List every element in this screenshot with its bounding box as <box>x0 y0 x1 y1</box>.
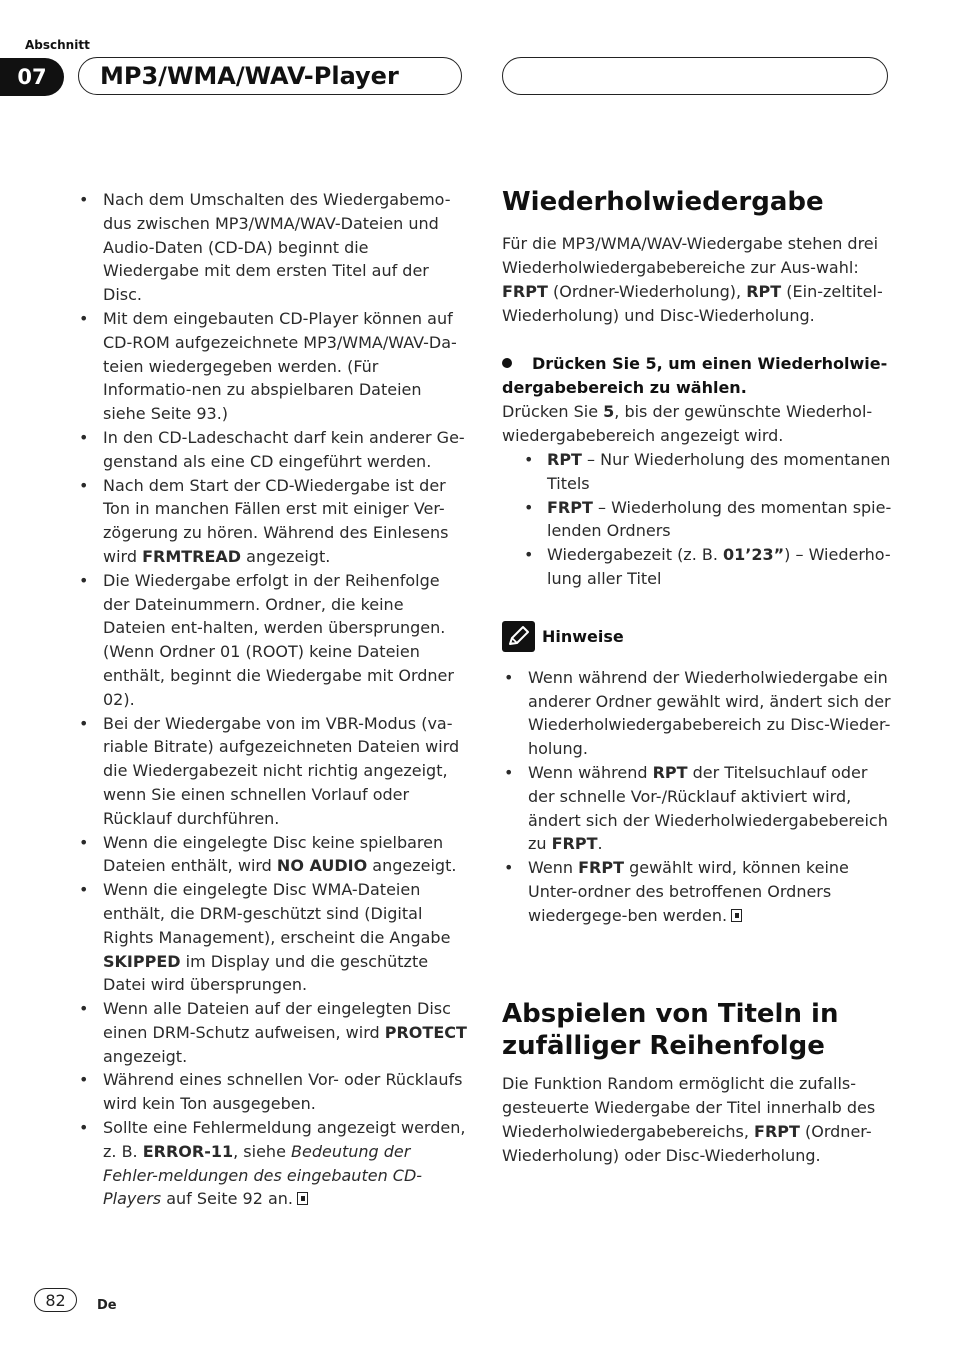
list-item <box>77 1116 469 1211</box>
text-run: In den CD-Ladeschacht darf kein anderer Ge-genstand als eine CD eingeführt werden. <box>103 427 465 471</box>
info-bullet-list <box>77 188 469 1211</box>
repeat-option-item <box>502 496 894 544</box>
text-run: gewählt wird, können keine Unter-ordner des betroffenen Ordners wiedergege-ben werden. <box>528 858 849 925</box>
page-number: 82 <box>34 1288 77 1312</box>
text-run: Während eines schnellen Vor- oder Rücklaufs wird kein Ton ausgegeben. <box>103 1070 463 1114</box>
display-term: RPT <box>746 282 782 301</box>
stop-square-icon <box>731 909 742 922</box>
text-run: angezeigt. <box>367 856 457 876</box>
step-block <box>502 352 894 591</box>
repeat-options-list <box>502 448 894 591</box>
display-term: FRPT <box>754 1121 800 1141</box>
random-section-heading: Abspielen von Titeln in zufälliger Reihenfolge <box>502 998 839 1061</box>
random-section-paragraph <box>502 1072 894 1168</box>
list-item <box>77 426 469 474</box>
list-item <box>77 307 469 426</box>
list-item <box>77 474 469 569</box>
step-bullet-icon <box>502 358 512 368</box>
list-item <box>77 188 469 307</box>
repeat-option-item <box>502 543 894 591</box>
language-code: De <box>97 1298 117 1313</box>
note-item <box>502 666 894 761</box>
list-item <box>77 878 469 997</box>
text-run: Wenn die eingelegte Disc keine spielbaren Dateien enthält, wird <box>103 832 444 876</box>
display-term: FRMTREAD <box>142 546 242 566</box>
text-run: angezeigt. <box>103 1046 188 1066</box>
step-heading-text: Drücken Sie 5, um einen Wiederholwie-dergabebereich zu wählen. <box>502 354 888 397</box>
list-item <box>77 1068 469 1116</box>
text-run: Drücken Sie <box>502 402 604 421</box>
text-run: Wenn während <box>528 762 653 782</box>
text-run: ) – Wiederho-lung aller Titel <box>547 545 891 588</box>
notes-block <box>502 621 894 928</box>
text-run: , bis der gewünschte Wiederhol-wiedergabebereich angezeigt wird. <box>502 402 873 445</box>
stop-square-icon <box>297 1192 308 1205</box>
display-term: RPT <box>652 762 688 782</box>
text-run: Wenn die eingelegte Disc WMA-Dateien enthält, die DRM-geschützt sind (Digital Rights Management), erscheint die Angabe <box>103 880 451 947</box>
right-column <box>502 186 894 1168</box>
text-run: – Nur Wiederholung des momentanen Titels <box>547 450 891 493</box>
text-run: – Wiederholung des momentan spie-lenden Ordners <box>547 497 892 541</box>
repeat-option-item <box>502 448 894 496</box>
list-item <box>77 997 469 1068</box>
header-right-frame <box>502 57 888 95</box>
text-run: Nach dem Start der CD-Wiedergabe ist der Ton in manchen Fällen erst mit einiger Ver-zögerung zu hören. Während des Einlesens wird <box>103 475 449 566</box>
notes-header <box>502 621 894 652</box>
text-run: Die Funktion Random ermöglicht die zufalls-gesteuerte Wiedergabe der Titel innerhalb des Wiederholwiedergabebereichs, <box>502 1073 876 1141</box>
repeat-intro-paragraph <box>502 232 894 328</box>
text-run: im Display und die geschützte Datei wird übersprungen. <box>103 951 429 995</box>
text-run: Nach dem Umschalten des Wiedergabemo-dus zwischen MP3/WMA/WAV-Dateien und Audio-Daten (CD-DA) beginnt die Wiedergabe mit dem ersten Titel auf der Disc. <box>103 190 451 305</box>
step-heading <box>502 352 894 400</box>
text-run: Bedeutung der Fehler-meldungen des eingebauten CD-Players <box>103 1141 423 1209</box>
display-term: 5 <box>603 402 615 421</box>
text-run: der Titelsuchlauf oder der schnelle Vor-/Rücklauf aktiviert wird, ändert sich der Wiederholwiedergabebereich zu <box>528 762 888 854</box>
chapter-number-badge: 07 <box>0 58 64 96</box>
text-run: . <box>597 834 603 854</box>
display-term: SKIPPED <box>103 951 181 971</box>
display-term: 01’23” <box>723 545 785 565</box>
display-term: FRPT <box>502 282 548 301</box>
display-term: FRPT <box>551 834 598 854</box>
text-run: Wiedergabezeit (z. B. <box>547 545 724 565</box>
text-run: (Ordner-Wiederholung) oder Disc-Wiederholung. <box>502 1121 872 1165</box>
text-run: Die Wiedergabe erfolgt in der Reihenfolge der Dateinummern. Ordner, die keine Dateien ent-halten, werden übersprungen. (Wenn Ordner 01 (ROOT) keine Dateien enthält, beginnt die Wiedergabe mit Ordner 02). <box>103 570 454 709</box>
display-term: PROTECT <box>384 1022 467 1042</box>
text-run: Wenn <box>528 858 579 878</box>
text-run: Mit dem eingebauten CD-Player können auf CD-ROM aufgezeichnete MP3/WMA/WAV-Da-teien wiedergegeben werden. (Für Informatio-nen zu abspielbaren Dateien siehe Seite 93.) <box>103 308 457 424</box>
text-run: auf Seite 92 an. <box>161 1189 293 1209</box>
text-run: Wenn alle Dateien auf der eingelegten Disc einen DRM-Schutz aufweisen, wird <box>103 999 451 1042</box>
list-item <box>77 712 469 831</box>
notes-list <box>502 666 894 928</box>
display-term: RPT <box>547 450 582 469</box>
display-term: FRPT <box>547 497 593 517</box>
note-item <box>502 856 894 927</box>
list-item <box>77 831 469 879</box>
text-run: (Ein-zeltitel-Wiederholung) und Disc-Wiederholung. <box>502 282 883 325</box>
display-term: ERROR-11 <box>142 1141 234 1161</box>
list-item <box>77 569 469 712</box>
notes-heading: Hinweise <box>542 626 624 646</box>
repeat-section-heading: Wiederholwiedergabe <box>502 187 824 217</box>
text-run: Bei der Wiedergabe von im VBR-Modus (va-riable Bitrate) aufgezeichneten Dateien wird die Wiedergabezeit nicht richtig angezeigt, wenn Sie einen schnellen Vorlauf oder Rücklauf durchführen. <box>103 713 460 828</box>
chapter-title: MP3/WMA/WAV-Player <box>100 62 399 90</box>
text-run: , siehe <box>233 1141 291 1161</box>
left-column <box>77 188 469 1211</box>
pencil-note-icon <box>502 621 535 652</box>
step-body <box>502 400 894 448</box>
text-run: Für die MP3/WMA/WAV-Wiedergabe stehen drei Wiederholwiedergabebereiche zur Aus-wahl: <box>502 234 879 277</box>
note-item <box>502 761 894 856</box>
text-run: Sollte eine Fehlermeldung angezeigt werden, z. B. <box>103 1118 466 1161</box>
text-run: (Ordner-Wiederholung), <box>547 282 747 301</box>
display-term: FRPT <box>578 858 624 878</box>
section-label: Abschnitt <box>25 38 90 52</box>
text-run: angezeigt. <box>241 546 331 566</box>
text-run: Wenn während der Wiederholwiedergabe ein anderer Ordner gewählt wird, ändert sich der Wiederholwiedergabebereich zu Disc-Wieder-holung. <box>528 667 891 759</box>
display-term: NO AUDIO <box>276 856 368 876</box>
